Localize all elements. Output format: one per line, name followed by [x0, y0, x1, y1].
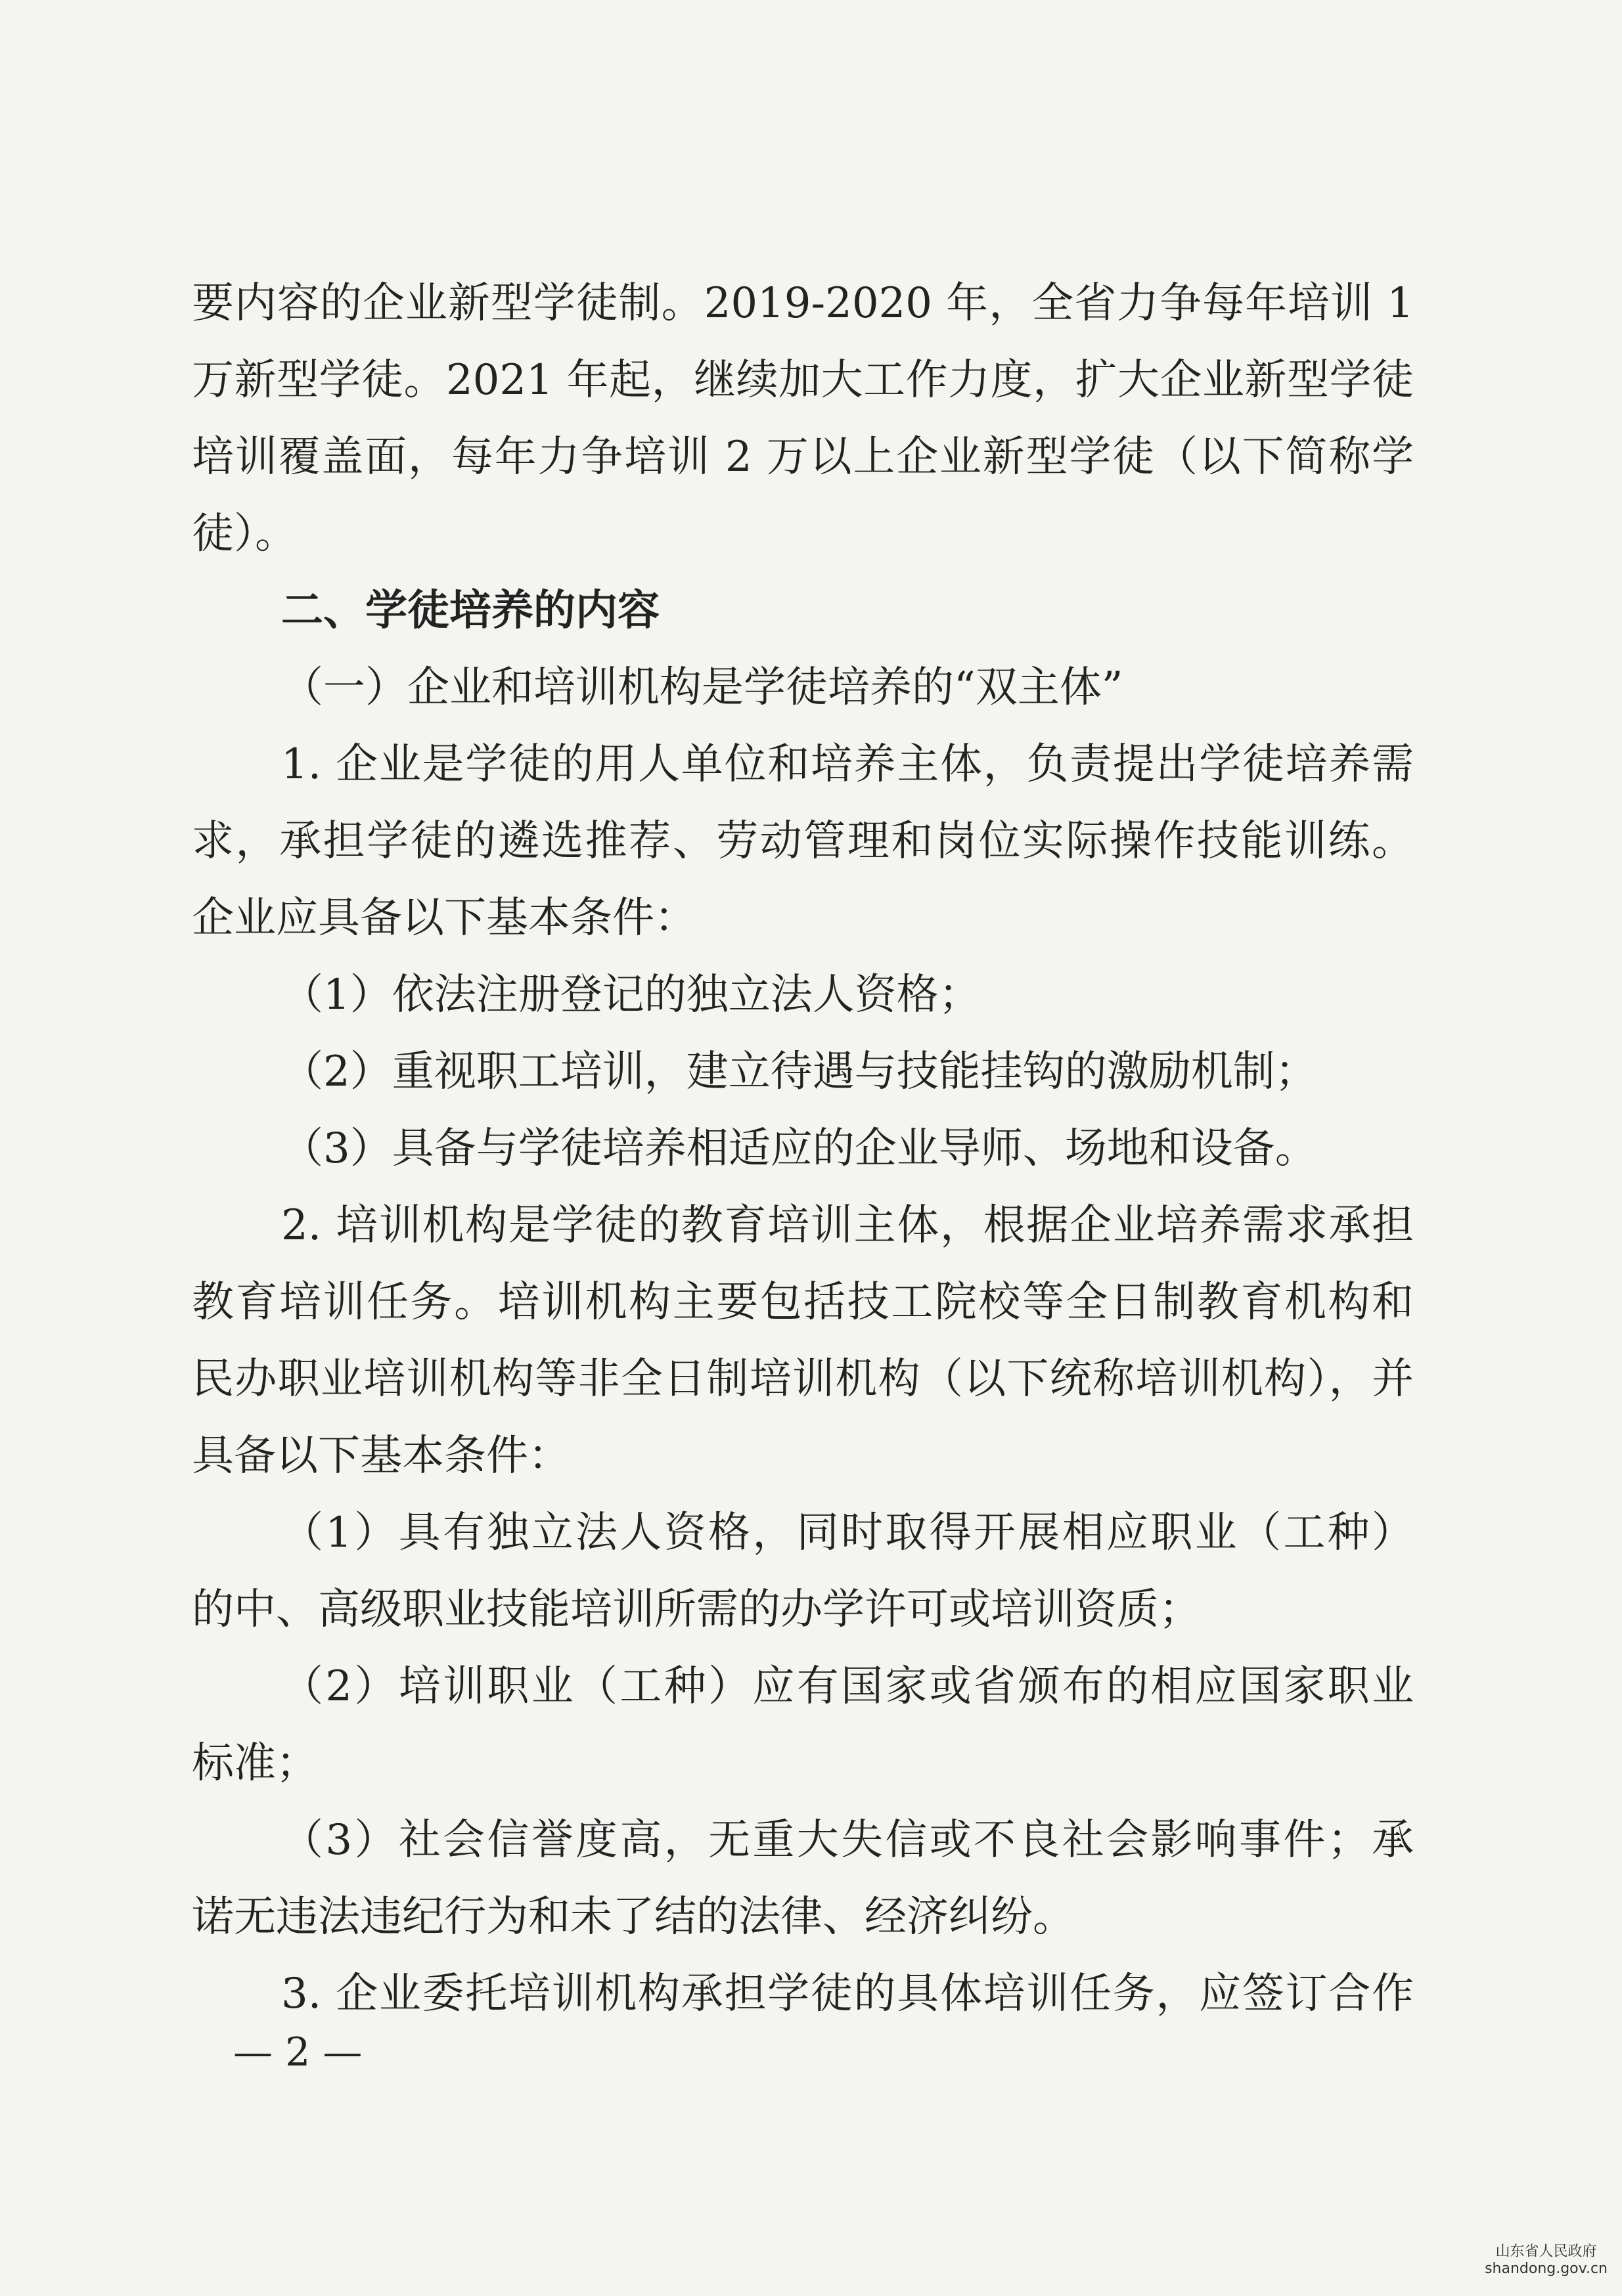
- watermark: [1485, 2243, 1608, 2278]
- subsection-heading: （一）企业和培训机构是学徒培养的“双主体”: [281, 663, 1123, 712]
- paragraph-line: 培训覆盖面，每年力争培训 2 万以上企业新型学徒（以下简称学: [192, 433, 1414, 481]
- paragraph-line: 求，承担学徒的遴选推荐、劳动管理和岗位实际操作技能训练。: [192, 817, 1414, 866]
- list-item: 标准；: [192, 1739, 318, 1788]
- document-body: [192, 265, 1414, 2033]
- paragraph-line: 民办职业培训机构等非全日制培训机构（以下统称培训机构），并: [192, 1355, 1414, 1403]
- section-heading: 二、学徒培养的内容: [281, 586, 660, 635]
- list-item: （2）重视职工培训，建立待遇与技能挂钩的激励机制；: [281, 1048, 1317, 1096]
- list-item: （3）具备与学徒培养相适应的企业导师、场地和设备。: [281, 1124, 1317, 1173]
- list-item: （2）培训职业（工种）应有国家或省颁布的相应国家职业: [281, 1662, 1414, 1711]
- watermark-line: 山东省人民政府: [1495, 2243, 1597, 2260]
- paragraph-line: 具备以下基本条件：: [192, 1432, 570, 1480]
- page-number: — 2 —: [233, 2029, 363, 2075]
- list-item: 诺无违法违纪行为和未了结的法律、经济纠纷。: [192, 1893, 1075, 1941]
- list-item: 的中、高级职业技能培训所需的办学许可或培训资质；: [192, 1585, 1201, 1634]
- list-item: （3）社会信誉度高，无重大失信或不良社会影响事件；承: [281, 1816, 1414, 1865]
- paragraph-line: 万新型学徒。2021 年起，继续加大工作力度，扩大企业新型学徒: [192, 356, 1414, 405]
- watermark-line: shandong.gov.cn: [1485, 2261, 1608, 2277]
- paragraph-line: 要内容的企业新型学徒制。2019-2020 年，全省力争每年培训 1: [192, 279, 1414, 328]
- paragraph-line: 2. 培训机构是学徒的教育培训主体，根据企业培养需求承担: [281, 1201, 1414, 1250]
- paragraph-line: 徒）。: [192, 510, 297, 558]
- paragraph-line: 教育培训任务。培训机构主要包括技工院校等全日制教育机构和: [192, 1278, 1414, 1327]
- paragraph-line: 1. 企业是学徒的用人单位和培养主体，负责提出学徒培养需: [281, 740, 1414, 789]
- paragraph-line: 企业应具备以下基本条件：: [192, 894, 696, 942]
- paragraph-line: 3. 企业委托培训机构承担学徒的具体培训任务，应签订合作: [281, 1970, 1414, 2018]
- list-item: （1）具有独立法人资格，同时取得开展相应职业（工种）: [281, 1509, 1414, 1557]
- list-item: （1）依法注册登记的独立法人资格；: [281, 971, 981, 1019]
